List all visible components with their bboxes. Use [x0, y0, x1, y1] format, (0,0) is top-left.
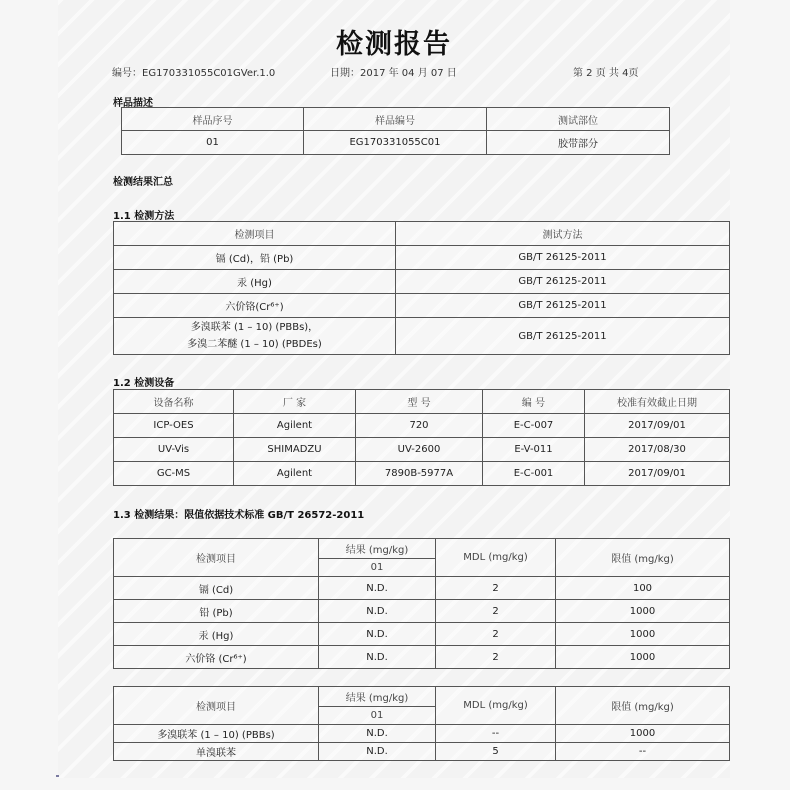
equip-header-maker: 厂 家	[234, 390, 356, 414]
table-row	[114, 246, 730, 270]
sample-heading: 样品描述	[113, 98, 153, 109]
equip-id: E-C-007	[483, 414, 585, 438]
table-row	[114, 646, 730, 669]
equip-header-model: 型 号	[356, 390, 483, 414]
equipment-table	[113, 389, 730, 486]
equipment-heading: 1.2 检测设备	[113, 378, 175, 389]
result-mdl: 2	[436, 646, 556, 669]
equip-calibration: 2017/08/30	[585, 438, 730, 462]
methods-table	[113, 221, 730, 355]
equip-maker: Agilent	[234, 414, 356, 438]
sample-header-part: 测试部位	[487, 108, 670, 131]
method-item-multiline	[114, 318, 396, 355]
table-row	[114, 318, 730, 355]
page-title: 检测报告	[336, 29, 452, 60]
equip-header-calibration: 校准有效截止日期	[585, 390, 730, 414]
result-item: 镉 (Cd)	[114, 577, 319, 600]
method-item-line1: 多溴联苯 (1 – 10) (PBBs)，	[190, 322, 319, 333]
equip-name: GC-MS	[114, 462, 234, 486]
equip-model: UV-2600	[356, 438, 483, 462]
table-row	[114, 623, 730, 646]
result-value: N.D.	[319, 623, 436, 646]
method-item-line2: 多溴二苯醚 (1 – 10) (PBDEs)	[187, 339, 322, 350]
results-table-pbbs	[113, 686, 730, 761]
results2-header-item: 检测项目	[114, 687, 319, 725]
table-row	[114, 725, 730, 743]
equip-model: 720	[356, 414, 483, 438]
sample-seq: 01	[122, 131, 304, 155]
equip-name: UV-Vis	[114, 438, 234, 462]
results-table-metals	[113, 538, 730, 669]
table-row	[114, 414, 730, 438]
result-mdl: 2	[436, 600, 556, 623]
table-row	[114, 438, 730, 462]
table-row	[114, 743, 730, 761]
summary-heading: 检测结果汇总	[113, 177, 173, 188]
results1-header-mdl: MDL (mg/kg)	[436, 539, 556, 577]
methods-header-item: 检测项目	[114, 222, 396, 246]
result-value: N.D.	[319, 646, 436, 669]
results1-sample-no: 01	[319, 559, 436, 577]
results2-header-limit: 限值 (mg/kg)	[556, 687, 730, 725]
results2-sample-no: 01	[319, 707, 436, 725]
methods-heading: 1.1 检测方法	[113, 211, 175, 222]
sample-code: EG170331055C01	[304, 131, 487, 155]
result-limit: 1000	[556, 725, 730, 743]
method-standard: GB/T 26125-2011	[396, 294, 730, 318]
sample-table	[121, 107, 670, 155]
report-page	[58, 0, 730, 778]
equip-calibration: 2017/09/01	[585, 462, 730, 486]
method-standard: GB/T 26125-2011	[396, 318, 730, 355]
table-row	[114, 462, 730, 486]
scan-artifact	[56, 775, 59, 777]
results2-header-result: 结果 (mg/kg)	[319, 687, 436, 707]
equip-header-name: 设备名称	[114, 390, 234, 414]
table-row	[114, 270, 730, 294]
equip-calibration: 2017/09/01	[585, 414, 730, 438]
equip-model: 7890B-5977A	[356, 462, 483, 486]
result-mdl: 2	[436, 623, 556, 646]
page-indicator: 第 2 页 共 4页	[573, 68, 639, 79]
result-limit: --	[556, 743, 730, 761]
method-item: 镉 (Cd)，铅 (Pb)	[114, 246, 396, 270]
results1-header-result: 结果 (mg/kg)	[319, 539, 436, 559]
result-value: N.D.	[319, 743, 436, 761]
equip-name: ICP-OES	[114, 414, 234, 438]
result-limit: 1000	[556, 623, 730, 646]
report-date: 日期：2017 年 04 月 07 日	[330, 68, 457, 79]
equip-maker: SHIMADZU	[234, 438, 356, 462]
methods-header-method: 测试方法	[396, 222, 730, 246]
result-item: 汞 (Hg)	[114, 623, 319, 646]
sample-part: 胶带部分	[487, 131, 670, 155]
method-standard: GB/T 26125-2011	[396, 270, 730, 294]
result-limit: 1000	[556, 600, 730, 623]
result-value: N.D.	[319, 725, 436, 743]
result-item: 单溴联苯	[114, 743, 319, 761]
equip-maker: Agilent	[234, 462, 356, 486]
result-item: 铅 (Pb)	[114, 600, 319, 623]
report-number: 编号：EG170331055C01GVer.1.0	[112, 68, 276, 79]
result-item: 多溴联苯 (1 – 10) (PBBs)	[114, 725, 319, 743]
result-mdl: --	[436, 725, 556, 743]
results2-header-mdl: MDL (mg/kg)	[436, 687, 556, 725]
table-row	[114, 577, 730, 600]
result-value: N.D.	[319, 600, 436, 623]
table-row	[114, 294, 730, 318]
equip-id: E-V-011	[483, 438, 585, 462]
result-limit: 1000	[556, 646, 730, 669]
results1-header-limit: 限值 (mg/kg)	[556, 539, 730, 577]
table-row	[114, 600, 730, 623]
method-standard: GB/T 26125-2011	[396, 246, 730, 270]
result-mdl: 5	[436, 743, 556, 761]
result-item: 六价铬 (Cr⁶⁺)	[114, 646, 319, 669]
result-value: N.D.	[319, 577, 436, 600]
result-limit: 100	[556, 577, 730, 600]
results-heading: 1.3 检测结果：限值依据技术标准 GB/T 26572-2011	[113, 510, 365, 521]
sample-header-code: 样品编号	[304, 108, 487, 131]
method-item: 汞 (Hg)	[114, 270, 396, 294]
method-item: 六价铬(Cr⁶⁺)	[114, 294, 396, 318]
result-mdl: 2	[436, 577, 556, 600]
equip-id: E-C-001	[483, 462, 585, 486]
results1-header-item: 检测项目	[114, 539, 319, 577]
equip-header-id: 编 号	[483, 390, 585, 414]
sample-header-seq: 样品序号	[122, 108, 304, 131]
